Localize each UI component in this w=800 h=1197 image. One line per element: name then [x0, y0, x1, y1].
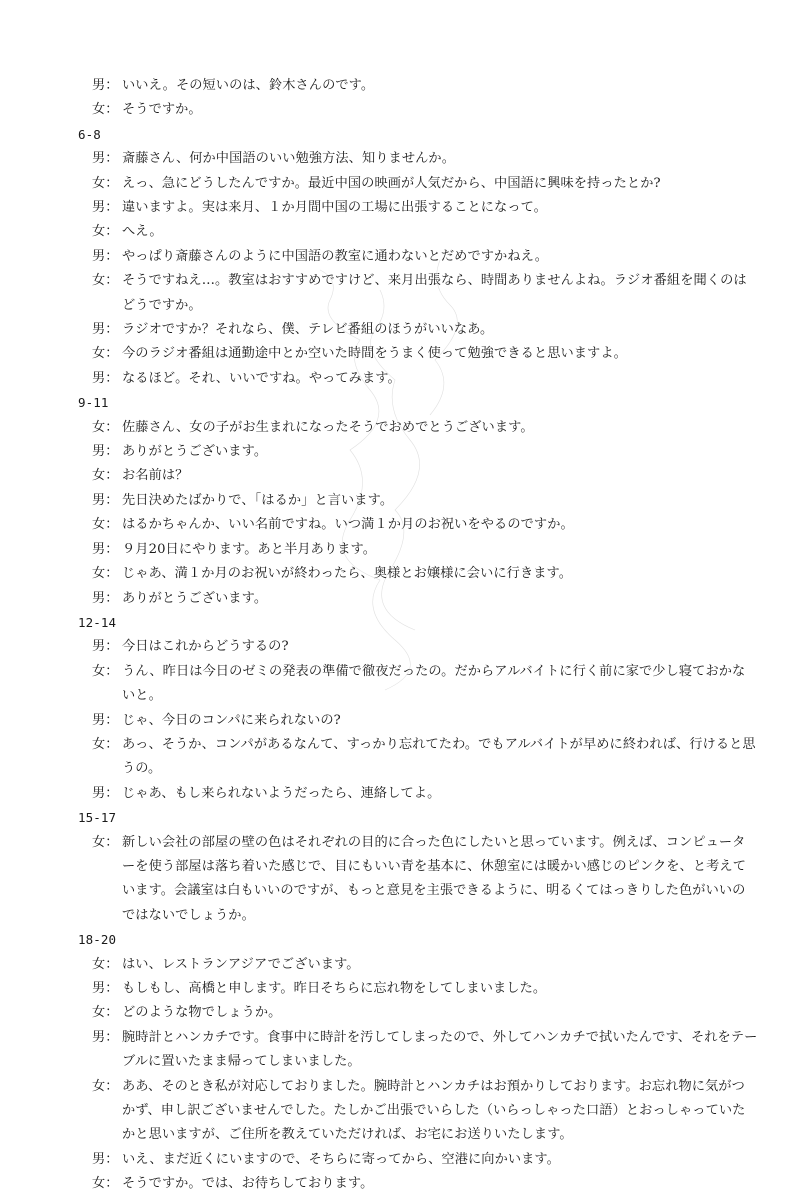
dialogue-line — [78, 562, 758, 586]
dialogue-line — [78, 635, 758, 659]
utterance-text: じゃあ、満１か月のお祝いが終わったら、奥様とお嬢様に会いに行きます。 — [122, 566, 573, 582]
dialogue-line — [78, 196, 758, 220]
dialogue-line — [78, 660, 758, 709]
speaker-label: 男： — [92, 712, 119, 728]
speaker-label: 女： — [92, 566, 119, 582]
speaker-label: 女： — [92, 468, 119, 484]
utterance-text: うん、昨日は今日のゼミの発表の準備で徹夜だったの。だからアルバイトに行く前に家で少し寝ておかないと。 — [122, 663, 746, 704]
speaker-label: 男： — [92, 639, 119, 655]
utterance-text: じゃあ、もし来られないようだったら、連絡してよ。 — [122, 785, 441, 801]
section-label: 6-8 — [78, 126, 101, 142]
dialogue-line — [78, 1148, 758, 1172]
speaker-label: 男： — [92, 785, 119, 801]
utterance-text: いいえ。その短いのは、鈴木さんのです。 — [122, 78, 375, 93]
speaker-label: 女： — [92, 663, 119, 679]
dialogue-line — [78, 342, 758, 366]
speaker-label: 女： — [92, 224, 119, 240]
speaker-label: 女： — [92, 419, 119, 435]
dialogue-line — [78, 587, 758, 611]
speaker-label: 女： — [92, 1005, 119, 1021]
dialogue-line — [78, 977, 758, 1001]
dialogue-line — [78, 464, 758, 488]
dialogue-line — [78, 318, 758, 342]
speaker-label: 女： — [92, 1078, 119, 1094]
dialogue-line — [78, 489, 758, 513]
dialogue-line — [78, 709, 758, 733]
utterance-text: なるほど。それ、いいですね。やってみます。 — [122, 370, 401, 386]
speaker-label: 女： — [92, 834, 119, 850]
speaker-label: 男： — [92, 370, 119, 386]
utterance-text: 今のラジオ番組は通勤途中とか空いた時間をうまく使って勉強できると思いますよ。 — [122, 346, 627, 362]
speaker-label: 男： — [92, 541, 119, 557]
dialogue-line — [78, 147, 758, 171]
speaker-label: 女： — [92, 517, 119, 533]
utterance-text: どのような物でしょうか。 — [122, 1005, 282, 1021]
utterance-text: ありがとうございます。 — [122, 590, 268, 606]
utterance-text: お名前は？ — [122, 468, 189, 484]
utterance-text: そうですか。 — [122, 102, 202, 118]
speaker-label: 男： — [92, 492, 119, 508]
utterance-text: ラジオですか？それなら、僕、テレビ番組のほうがいいなあ。 — [122, 322, 494, 338]
dialogue-line — [78, 1172, 758, 1196]
speaker-label: 男： — [92, 980, 119, 996]
dialogue-line — [78, 1075, 758, 1148]
utterance-text: そうですねえ…。教室はおすすめですけど、来月出張なら、時間ありませんよね。ラジオ番組を聞くのはどうですか。 — [122, 273, 747, 313]
utterance-text: 佐藤さん、女の子がお生まれになったそうでおめでとうございます。 — [122, 419, 534, 435]
speaker-label: 女： — [92, 273, 119, 289]
speaker-label: 女： — [92, 1176, 119, 1192]
utterance-text: いえ、まだ近くにいますので、そちらに寄ってから、空港に向かいます。 — [122, 1151, 560, 1167]
speaker-label: 男： — [92, 1029, 119, 1045]
dialogue-line — [78, 538, 758, 562]
utterance-text: ありがとうございます。 — [122, 444, 268, 460]
section-label: 15-17 — [78, 810, 117, 826]
utterance-text: はるかちゃんか、いい名前ですね。いつ満１か月のお祝いをやるのですか。 — [122, 517, 574, 533]
utterance-text: 違いますよ。実は来月、１か月間中国の工場に出張することになって。 — [122, 200, 547, 216]
utterance-text: そうですか。では、お待ちしております。 — [122, 1176, 374, 1192]
utterance-text: 腕時計とハンカチです。食事中に時計を汚してしまったので、外してハンカチで拭いたんです、それをテーブルに置いたまま帰ってしまいました。 — [122, 1029, 758, 1070]
utterance-text: もしもし、高橋と申します。昨日そちらに忘れ物をしてしまいました。 — [122, 980, 547, 996]
dialogue-line — [78, 733, 758, 782]
dialogue-line — [78, 367, 758, 391]
utterance-text: じゃ、今日のコンパに来られないの? — [122, 712, 341, 728]
dialogue-line — [78, 1026, 758, 1075]
utterance-text: ９月20日にやります。あと半月あります。 — [122, 541, 377, 557]
speaker-label: 女： — [92, 175, 119, 191]
speaker-label: 男： — [92, 322, 119, 338]
speaker-label: 女： — [92, 956, 119, 972]
dialogue-line — [78, 245, 758, 269]
utterance-text: 今日はこれからどうするの? — [122, 639, 289, 655]
utterance-text: あっ、そうか、コンパがあるなんて、すっかり忘れてたわ。でもアルバイトが早めに終われば、行けると思うの。 — [122, 736, 756, 777]
speaker-label: 男： — [92, 590, 119, 606]
speaker-label: 女： — [92, 102, 119, 118]
utterance-text: はい、レストランアジアでございます。 — [122, 956, 360, 972]
dialogue-line — [78, 98, 758, 122]
utterance-text: 先日決めたばかりで、「はるか」と言います。 — [122, 492, 394, 508]
dialogue-line — [78, 416, 758, 440]
speaker-label: 女： — [92, 736, 119, 752]
section-label: 18-20 — [78, 932, 117, 948]
utterance-text: えっ、急にどうしたんですか。最近中国の映画が人気だから、中国語に興味を持ったとか? — [122, 175, 661, 191]
speaker-label: 女： — [92, 346, 119, 362]
dialogue-line — [78, 1001, 758, 1025]
section-label: 12-14 — [78, 614, 117, 630]
section-label: 9-11 — [78, 395, 109, 411]
speaker-label: 男： — [92, 200, 119, 216]
dialogue-line — [78, 953, 758, 977]
utterance-text: 新しい会社の部屋の壁の色はそれぞれの目的に合った色にしたいと思っています。例えば、コンピューターを使う部屋は落ち着いた感じで、目にもいい青を基本に、休憩室には暖かい感じのピンクを、と考えています。会議室は白もいいのですが、もっと意見を主張できるように、明るくてはっきりした色がいいのではないでしょうか。 — [122, 834, 746, 923]
dialogue-line — [78, 172, 758, 196]
utterance-text: へえ。 — [122, 224, 163, 240]
dialogue-line — [78, 74, 758, 98]
utterance-text: ああ、そのとき私が対応しておりました。腕時計とハンカチはお預かりしております。お忘れ物に気がつかず、申し訳ございませんでした。たしかご出張でいらした（いらっしゃった口語）とおっしゃっていたかと思いますが、ご住所を教えていただければ、お宅にお送りいたします。 — [122, 1078, 746, 1143]
utterance-text: 斎藤さん、何か中国語のいい勉強方法、知りませんか。 — [122, 151, 455, 167]
speaker-label: 男： — [92, 78, 119, 93]
utterance-text: やっぱり斎藤さんのように中国語の教室に通わないとだめですかねえ。 — [122, 248, 548, 264]
transcript — [78, 74, 758, 1197]
speaker-label: 男： — [92, 248, 119, 264]
dialogue-line — [78, 269, 758, 318]
dialogue-line — [78, 440, 758, 464]
speaker-label: 男： — [92, 1151, 119, 1167]
dialogue-line — [78, 831, 758, 929]
speaker-label: 男： — [92, 444, 119, 460]
dialogue-line — [78, 782, 758, 806]
speaker-label: 男： — [92, 151, 119, 167]
dialogue-line — [78, 220, 758, 244]
dialogue-line — [78, 513, 758, 537]
